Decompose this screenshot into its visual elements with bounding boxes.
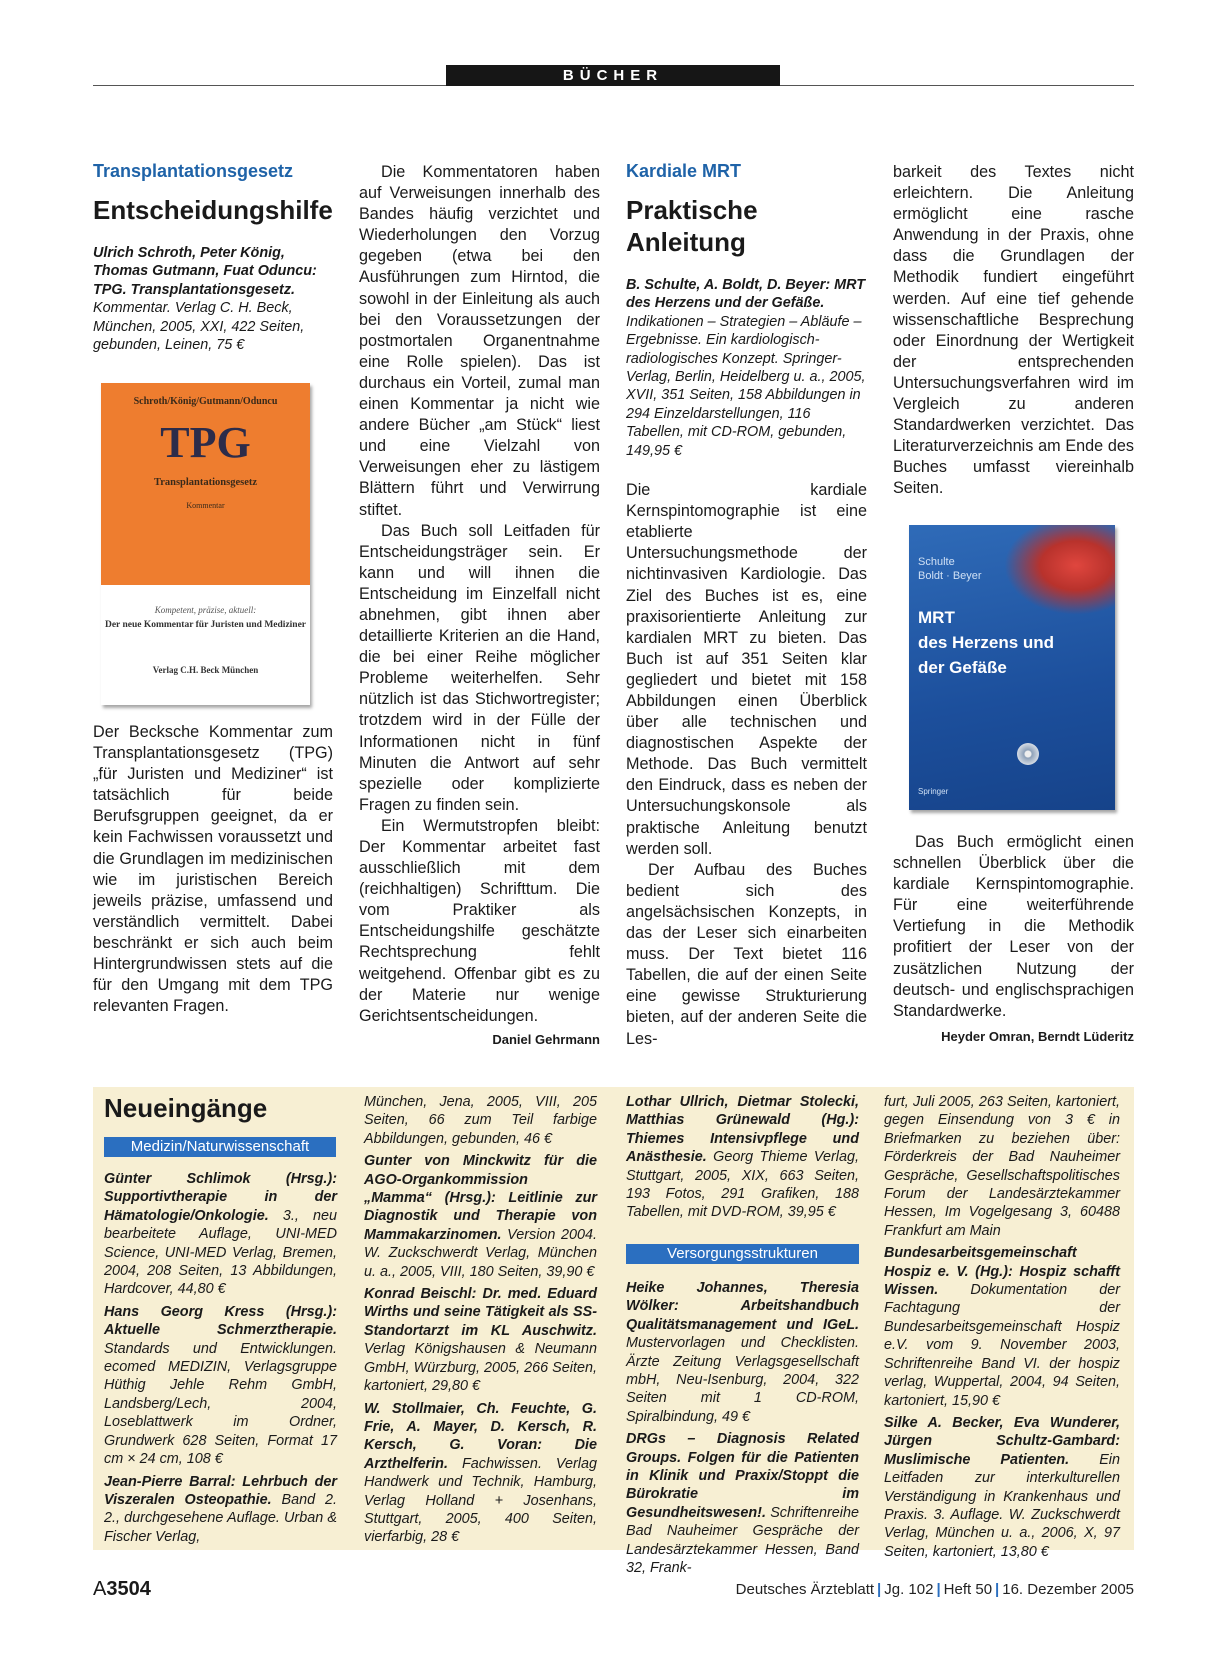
list-item: Silke A. Becker, Eva Wunderer, Jürgen Schultz-Gambard: Muslimische Patienten. Ein Leitfaden zur interkulturellen Verständigung in Krankenhaus und Praxis. 3. Auflage. W. Zuckschwerdt Verlag, München u. a., 2006, X, 97 Seiten, kartoniert, 13,80 € bbox=[884, 1414, 1120, 1560]
paragraph: Das Buch ermöglicht einen schnellen Überblick über die kardiale Kernspintomographie. Für eine weiterführende Vertiefung in die Methodik profitiert der Leser von der zusätzlichen Nutzung der deutsch- und englischsprachigen Standardwerke. bbox=[893, 833, 1134, 1020]
cover-tagline: Kompetent, präzise, aktuell: bbox=[154, 605, 257, 615]
list-item: Günter Schlimok (Hrsg.): Supportivtherapie in der Hämatologie/Onkologie. 3., neu bearbeitete Auflage, UNI-MED Science, UNI-MED Verlag, Bremen, 2004, 208 Seiten, 13 Abbildungen, Hardcover, 44,80 € bbox=[104, 1171, 337, 1298]
new-arrivals-col2 bbox=[364, 1093, 597, 1551]
cover-title: MRT des Herzens und der Gefäße bbox=[918, 608, 1055, 677]
list-item: Heike Johannes, Theresia Wölker: Arbeitshandbuch Qualitätsmanagement und IGeL. Mustervorlagen und Checklisten. Ärzte Zeitung Verlagsgesellschaft mbH, Neu-Isenburg, 2004, 322 Seiten mit 1 CD-ROM, Spiralbindung, 49 € bbox=[626, 1280, 859, 1425]
kicker: Kardiale MRT bbox=[626, 161, 742, 181]
bibliography bbox=[93, 244, 333, 354]
author-signature: Daniel Gehrmann bbox=[492, 1031, 600, 1047]
paragraph: Der Becksche Kommentar zum Transplantationsgesetz (TPG) „für Juristen und Mediziner“ ist tatsächlich für beide Berufsgruppen geeignet, da er kein Fachwissen voraussetzt und die Grundlagen im medizinischen wie im juristischen Bereich jeweils präzise, umfassend und verständlich vermittelt. Dabei beschränkt er sich auch beim Hintergrundwissen stets auf die für den Umgang mit dem TPG relevanten Fragen. bbox=[93, 723, 333, 1016]
bibliography-details: Indikationen – Strategien – Abläufe – Ergebnisse. Ein kardiologisch-radiologisches Konzept. Springer-Verlag, Berlin, Heidelberg u. a., 2005, XVII, 351 Seiten, 158 Abbildungen in 294 Einzeldarstellungen, 116 Tabellen, mit CD-ROM, gebunden, 149,95 € bbox=[626, 313, 866, 459]
new-arrivals-col3 bbox=[626, 1093, 859, 1226]
new-arrivals-title: Neueingänge bbox=[104, 1093, 268, 1123]
headline: Entscheidungshilfe bbox=[93, 195, 333, 225]
paragraph: Das Buch soll Leitfaden für Entscheidungsträger sein. Er kann und will ihnen die Entscheidung im Einzelfall nicht abnehmen, gibt ihnen aber detaillierte Kriterien an die Hand, die bei einer Reihe möglicher Probleme weiterhelfen. Sehr nützlich ist das Stichwortregister; trotzdem wird in der Fülle der Informationen nicht in fünf Minuten die Antwort auf sehr spezielle oder komplizierte Fragen zu finden sein. bbox=[359, 521, 600, 814]
cover-subtitle: Transplantationsgesetz bbox=[153, 477, 258, 488]
cover-publisher: Springer bbox=[918, 787, 949, 796]
paragraph: Der Aufbau des Buches bedient sich des angelsächsischen Konzepts, in das der Leser sich einarbeiten muss. Der Text bietet 116 Tabellen, die auf der einen Seite eine gewisse Strukturierung bieten, auf der anderen Seite die Les- bbox=[626, 860, 867, 1048]
category-label-care-structures: Versorgungsstrukturen bbox=[626, 1244, 859, 1264]
page-number: A3504 bbox=[93, 1578, 151, 1600]
kicker: Transplantationsgesetz bbox=[93, 161, 294, 181]
cover-authors: Schulte Boldt · Beyer bbox=[918, 556, 982, 582]
bibliography-details: Kommentar. Verlag C. H. Beck, München, 2005, XXI, 422 Seiten, gebunden, Leinen, 75 € bbox=[93, 300, 305, 354]
journal-name: Deutsches Ärzteblatt bbox=[735, 1581, 875, 1598]
heart-illustration-icon bbox=[1004, 525, 1115, 615]
paragraph: barkeit des Textes nicht erleichtern. Die Anleitung ermöglicht eine rasche Anwendung in der Praxis, ohne dass die Grundlagen der Methodik fundiert eingeführt werden. Auf eine tief gehende wissenschaftliche Besprechung oder Einordnung der Wertigkeit der entsprechenden Untersuchungsverfahren wird im Vergleich zu anderen Standardwerken verzichtet. Das Literaturverzeichnis am Ende des Buches umfasst viereinhalb Seiten. bbox=[893, 163, 1134, 498]
cover-authors: Schroth/König/Gutmann/Oduncu bbox=[133, 396, 278, 407]
date: 16. Dezember 2005 bbox=[1002, 1581, 1134, 1598]
bibliography-authors-title: Ulrich Schroth, Peter König, Thomas Gutmann, Fuat Oduncu: TPG. Transplantationsgesetz. bbox=[93, 245, 317, 298]
article-transplant-col1-body bbox=[93, 722, 333, 1017]
list-item: München, Jena, 2005, VIII, 205 Seiten, 66 zum Teil farbige Abbildungen, gebunden, 46 € bbox=[364, 1094, 597, 1147]
list-item: furt, Juli 2005, 263 Seiten, kartoniert, gegen Einsendung von 3 € in Briefmarken zu beziehen über: Förderkreis der Bad Nauheimer Gespräche, Gesellschaftspolitisches Forum der Landesärztekammer Hessen, Im Vogelgesang 3, 60488 Frankfurt am Main bbox=[884, 1094, 1120, 1239]
list-item: Hans Georg Kress (Hrsg.): Aktuelle Schmerztherapie. Standards und Entwicklungen. ecomed MEDIZIN, Verlagsgruppe Hüthig Jehle Rehm GmbH, Landsberg/Lech, 2004, Loseblattwerk im Ordner, Grundwerk 628 Seiten, Format 17 cm × 24 cm, 108 € bbox=[104, 1303, 337, 1468]
list-item: Lothar Ullrich, Dietmar Stolecki, Matthias Grünewald (Hg.): Thiemes Intensivpflege und Anästhesie. Georg Thieme Verlag, Stuttgart, 2005, XIX, 663 Seiten, 193 Fotos, 291 Grafiken, 188 Tabellen, mit DVD-ROM, 39,95 € bbox=[626, 1094, 859, 1221]
list-item: Konrad Beischl: Dr. med. Eduard Wirths und seine Tätigkeit als SS-Standortarzt im KL Auschwitz. Verlag Königshausen & Neumann GmbH, Würzburg, 2005, 266 Seiten, kartoniert, 29,80 € bbox=[364, 1286, 597, 1395]
article-mrt-col4 bbox=[893, 162, 1134, 500]
list-item: Jean-Pierre Barral: Lehrbuch der Viszeralen Osteopathie. Band 2. 2., durchgesehene Auflage. Urban & Fischer Verlag, bbox=[104, 1473, 337, 1545]
category-label-medicine: Medizin/Naturwissenschaft bbox=[104, 1137, 336, 1157]
new-arrivals-col1 bbox=[104, 1170, 337, 1550]
article-transplant-col1 bbox=[93, 160, 333, 368]
article-mrt-col3 bbox=[626, 160, 867, 1050]
new-arrivals-col4 bbox=[884, 1093, 1120, 1565]
section-label: BÜCHER bbox=[446, 65, 780, 86]
article-transplant-col2 bbox=[359, 162, 600, 1050]
volume: Jg. 102 bbox=[884, 1581, 934, 1598]
headline: Praktische Anleitung bbox=[626, 195, 758, 257]
list-item: W. Stollmaier, Ch. Feuchte, G. Frie, A. Mayer, D. Kersch, R. Kersch, G. Voran: Die Arzthelferin. Fachwissen. Verlag Handwerk und Technik, Hamburg, Verlag Holland + Josenhans, Stuttgart, 2005, 400 Seiten, vierfarbig, 28 € bbox=[364, 1400, 597, 1546]
journal-info: Deutsches Ärzteblatt | Jg. 102 | Heft 50 | 16. Dezember 2005 bbox=[735, 1581, 1134, 1598]
cover-subtitle-2: Kommentar bbox=[186, 501, 225, 510]
paragraph: Die kardiale Kernspintomographie ist eine etablierte Untersuchungsmethode der nichtinvasiven Kardiologie. Das Ziel des Buches ist es, eine praxisorientierte Anleitung zur kardialen MRT zu bieten. Das Buch ist auf 351 Seiten klar gegliedert und bietet mit 158 Abbildungen einen Überblick über alle technischen und diagnostischen Aspekte der Methode. Das Buch vermittelt den Eindruck, dass es neben der Untersuchungskonsole als praktische Anleitung benutzt werden soll. bbox=[626, 481, 867, 858]
bibliography-authors-title: B. Schulte, A. Boldt, D. Beyer: MRT des Herzens und der Gefäße. bbox=[626, 277, 866, 312]
new-arrivals-col3-care bbox=[626, 1279, 859, 1582]
list-item: Gunter von Minckwitz für die AGO-Organkommission „Mamma“ (Hrsg.): Leitlinie zur Diagnostik und Therapie von Mammakarzinomen. Version 2004. W. Zuckschwerdt Verlag, München u. a., 2005, VIII, 180 Seiten, 39,90 € bbox=[364, 1153, 597, 1280]
article-mrt-col4-body bbox=[893, 832, 1134, 1047]
book-cover-mrt bbox=[909, 525, 1115, 810]
bibliography bbox=[626, 276, 867, 460]
cover-tagline-2: Der neue Kommentar für Juristen und Mediziner bbox=[104, 620, 307, 630]
book-cover-tpg bbox=[101, 383, 310, 705]
list-item: DRGs – Diagnosis Related Groups. Folgen für die Patienten in Klinik und Praxix/Stoppt die Bürokratie im Gesundheitswesen!. Schriftenreihe Bad Nauheimer Gespräche der Landesärztekammer Hessen, Band 32, Frank- bbox=[626, 1431, 859, 1577]
paragraph: Die Kommentatoren haben auf Verweisungen innerhalb des Bandes häufig verzichtet und Wiederholungen den Vorzug gegeben (etwa bei den Ausführungen zum Hirntod, die sowohl in der Einleitung als auch bei den Voraussetzungen der postmortalen Organentnahme eine Rolle spielen). Das ist durchaus ein Vorteil, zumal man einen Kommentar ja nicht wie andere Bücher „am Stück“ liest und eine Vielzahl von Verweisungen eher zu lästigem Blättern führt und Verwirrung stiftet. bbox=[359, 163, 600, 519]
cover-title: TPG bbox=[160, 418, 251, 467]
list-item: Bundesarbeitsgemeinschaft Hospiz e. V. (Hg.): Hospiz schafft Wissen. Dokumentation der Fachtagung der Bundesarbeitsgemeinschaft Hospiz e.V. vom 9. November 2003, Schriftenreihe Band VI. der hospiz verlag, Wuppertal, 2004, 94 Seiten, kartoniert, 15,90 € bbox=[884, 1245, 1120, 1409]
cd-icon bbox=[1017, 743, 1039, 765]
paragraph: Ein Wermutstropfen bleibt: Der Kommentar arbeitet fast ausschließlich mit dem (reichhaltigen) Schrifttum. Die vom Praktiker als Entscheidungshilfe geschätzte Rechtsprechung fehlt weitgehend. Offenbar gibt es zu der Materie nur wenige Gerichtsentscheidungen. Daniel Gehrmann bbox=[359, 816, 600, 1027]
cover-publisher: Verlag C.H. Beck München bbox=[152, 665, 259, 675]
author-signature: Heyder Omran, Berndt Lüderitz bbox=[941, 1028, 1134, 1044]
issue: Heft 50 bbox=[943, 1581, 993, 1598]
